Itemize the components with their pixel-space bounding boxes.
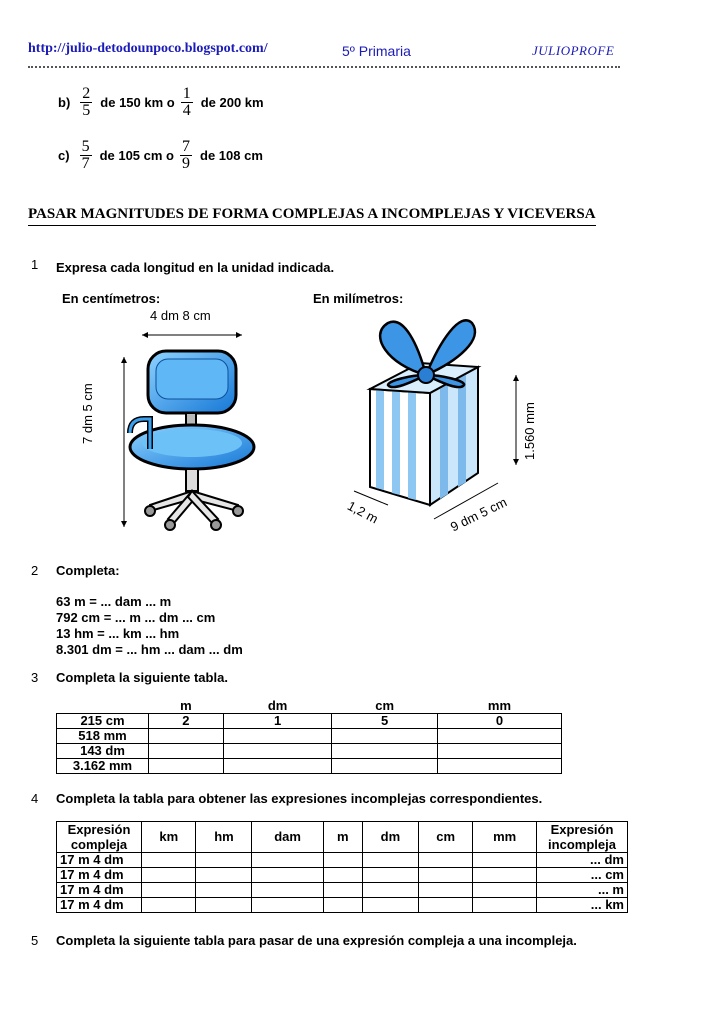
table-cell[interactable]: 2 — [149, 714, 224, 729]
table-cell[interactable] — [473, 868, 537, 883]
table-cell[interactable] — [437, 759, 561, 774]
exercise-5-title: Completa la siguiente tabla para pasar de una expresión compleja a una incompleja. — [56, 933, 577, 948]
exercise-number: 2 — [31, 563, 39, 578]
row-label: 17 m 4 dm — [57, 898, 142, 913]
table-header-row — [57, 822, 628, 853]
table-row — [57, 868, 628, 883]
table-header: km — [142, 822, 196, 853]
table-cell[interactable] — [142, 898, 196, 913]
table-header: cm — [332, 699, 438, 714]
empty-header-cell — [57, 699, 149, 714]
table-cell[interactable] — [252, 883, 323, 898]
table-row — [57, 714, 562, 729]
box-height-label: 1.560 mm — [522, 402, 537, 460]
comparison-label: b) — [58, 95, 71, 110]
table-cell[interactable] — [223, 759, 332, 774]
table-cell[interactable] — [332, 744, 438, 759]
fraction — [80, 139, 92, 172]
table-cell[interactable] — [149, 744, 224, 759]
box-depth-label: 1,2 m — [344, 498, 381, 527]
comparison-b — [58, 86, 264, 119]
table-cell[interactable] — [418, 853, 472, 868]
table-cell[interactable] — [252, 868, 323, 883]
table-cell[interactable] — [437, 744, 561, 759]
table-header: mm — [473, 822, 537, 853]
numerator: 5 — [81, 138, 90, 155]
comparison-text: de 105 cm o — [99, 148, 174, 163]
table-row — [57, 729, 562, 744]
row-label: 17 m 4 dm — [57, 883, 142, 898]
comparison-text: de 150 km o — [100, 95, 175, 110]
comparison-c — [58, 139, 263, 172]
gift-box-illustration — [348, 305, 538, 535]
chair-height-label: 7 dm 5 cm — [80, 383, 95, 444]
table-header: Expresión compleja — [57, 822, 142, 853]
exercise-2-title: Completa: — [56, 563, 120, 578]
table-cell[interactable] — [332, 759, 438, 774]
exercise-number: 1 — [31, 257, 39, 272]
table-cell[interactable] — [323, 868, 362, 883]
table-header: dam — [252, 822, 323, 853]
section-title: PASAR MAGNITUDES DE FORMA COMPLEJAS A INCOMPLEJAS Y VICEVERSA — [28, 206, 596, 226]
table-row — [57, 853, 628, 868]
row-label: 215 cm — [57, 714, 149, 729]
table-header: cm — [418, 822, 472, 853]
exercise-number: 4 — [31, 791, 39, 806]
table-cell[interactable] — [223, 729, 332, 744]
table-row — [57, 759, 562, 774]
result-cell[interactable]: ... dm — [537, 853, 628, 868]
incomplex-table — [56, 821, 628, 913]
table-cell[interactable] — [332, 729, 438, 744]
exercise-number: 3 — [31, 670, 39, 685]
table-cell[interactable]: 5 — [332, 714, 438, 729]
table-header: dm — [223, 699, 332, 714]
table-cell[interactable] — [149, 759, 224, 774]
table-cell[interactable] — [252, 898, 323, 913]
table-cell[interactable] — [196, 868, 252, 883]
table-cell[interactable] — [142, 853, 196, 868]
table-cell[interactable] — [362, 883, 418, 898]
table-cell[interactable] — [142, 883, 196, 898]
numerator: 7 — [182, 138, 190, 155]
result-cell[interactable]: ... m — [537, 883, 628, 898]
denominator: 4 — [182, 102, 191, 119]
table-header: m — [323, 822, 362, 853]
conversion-line: 13 hm = ... km ... hm — [56, 626, 180, 641]
table-cell[interactable] — [418, 898, 472, 913]
table-cell[interactable] — [196, 853, 252, 868]
exercise-1-title: Expresa cada longitud en la unidad indicada. — [56, 260, 335, 275]
row-label: 17 m 4 dm — [57, 853, 142, 868]
comparison-label: c) — [58, 148, 70, 163]
table-cell[interactable] — [196, 898, 252, 913]
result-cell[interactable]: ... cm — [537, 868, 628, 883]
table-cell[interactable] — [323, 883, 362, 898]
table-cell[interactable] — [323, 898, 362, 913]
table-header-row — [57, 699, 562, 714]
numerator: 1 — [182, 85, 191, 102]
exercise-4-title: Completa la tabla para obtener las expresiones incomplejas correspondientes. — [56, 791, 543, 806]
table-row — [57, 883, 628, 898]
table-cell[interactable] — [473, 883, 537, 898]
table-cell[interactable] — [149, 729, 224, 744]
table-cell[interactable]: 1 — [223, 714, 332, 729]
box-width-label: 9 dm 5 cm — [448, 494, 510, 535]
comparison-text: de 108 cm — [200, 148, 263, 163]
fraction — [180, 139, 192, 172]
millimeters-label: En milímetros: — [313, 291, 404, 306]
units-table — [56, 699, 562, 774]
table-cell[interactable] — [362, 853, 418, 868]
table-header: hm — [196, 822, 252, 853]
row-label: 518 mm — [57, 729, 149, 744]
table-cell[interactable] — [142, 868, 196, 883]
denominator: 9 — [182, 155, 190, 172]
table-header: mm — [437, 699, 561, 714]
table-header: Expresión incompleja — [537, 822, 628, 853]
row-label: 143 dm — [57, 744, 149, 759]
table-cell[interactable] — [473, 853, 537, 868]
table-cell[interactable] — [252, 853, 323, 868]
table-cell[interactable] — [323, 853, 362, 868]
table-cell[interactable] — [362, 868, 418, 883]
table-cell[interactable] — [196, 883, 252, 898]
table-cell[interactable] — [437, 729, 561, 744]
denominator: 7 — [81, 155, 90, 172]
table-row — [57, 898, 628, 913]
conversion-line: 63 m = ... dam ... m — [56, 594, 172, 609]
table-header: dm — [362, 822, 418, 853]
denominator: 5 — [82, 102, 91, 119]
comparison-text: de 200 km — [200, 95, 264, 110]
blog-link[interactable]: http://julio-detodounpoco.blogspot.com/ — [28, 41, 268, 56]
fraction — [80, 86, 92, 119]
table-row — [57, 744, 562, 759]
table-cell[interactable] — [418, 883, 472, 898]
centimeters-label: En centímetros: — [62, 291, 161, 306]
header-divider — [28, 66, 620, 68]
conversion-line: 792 cm = ... m ... dm ... cm — [56, 610, 216, 625]
result-cell[interactable]: ... km — [537, 898, 628, 913]
table-cell[interactable] — [362, 898, 418, 913]
row-label: 3.162 mm — [57, 759, 149, 774]
table-cell[interactable] — [418, 868, 472, 883]
conversion-line: 8.301 dm = ... hm ... dam ... dm — [56, 642, 243, 657]
fraction — [181, 86, 193, 119]
exercise-2-lines — [56, 594, 243, 658]
row-label: 17 m 4 dm — [57, 868, 142, 883]
table-cell[interactable] — [223, 744, 332, 759]
author-label: JULIOPROFE — [532, 43, 615, 58]
exercise-number: 5 — [31, 933, 39, 948]
exercise-3-title: Completa la siguiente tabla. — [56, 670, 228, 685]
table-cell[interactable] — [473, 898, 537, 913]
grade-label: 5º Primaria — [342, 43, 411, 59]
table-header: m — [149, 699, 224, 714]
chair-illustration — [100, 305, 280, 535]
chair-width-label: 4 dm 8 cm — [150, 308, 211, 323]
numerator: 2 — [82, 85, 91, 102]
table-cell[interactable]: 0 — [437, 714, 561, 729]
